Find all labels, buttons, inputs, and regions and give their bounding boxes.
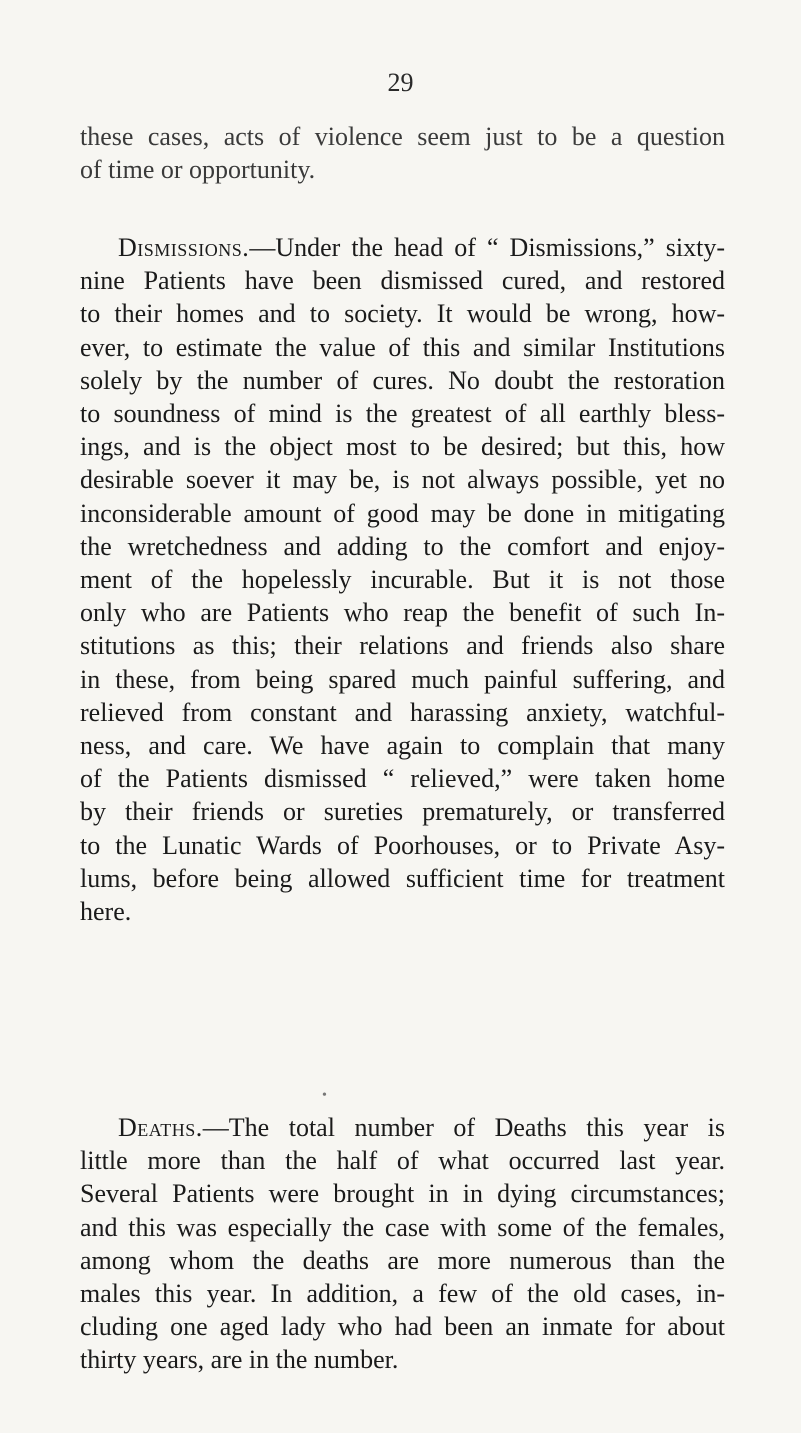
text-line: the wretchedness and adding to the comfort and enjoy- (80, 531, 725, 561)
text-line: solely by the number of cures. No doubt the restoration (80, 365, 725, 395)
text-line: ment of the hopelessly incurable. But it is not those (80, 565, 725, 595)
text-line: cluding one aged lady who had been an inmate for about (80, 1312, 725, 1342)
text-line: Several Patients were brought in in dying circumstances; (80, 1179, 725, 1209)
text-line: thirty years, are in the number. (80, 1345, 399, 1375)
text-line: ness, and care. We have again to complain that many (80, 731, 725, 761)
text-line: little more than the half of what occurred last year. (80, 1146, 725, 1176)
text-line: desirable soever it may be, is not always possible, yet no (80, 465, 725, 495)
text-line-first (80, 1111, 725, 1144)
text-line: among whom the deaths are more numerous than the (80, 1245, 725, 1275)
text-line: to the Lunatic Wards of Poorhouses, or to Private Asy- (80, 830, 725, 860)
paragraph-dismissions (80, 231, 725, 928)
text-line: ever, to estimate the value of this and similar Institutions (80, 332, 725, 362)
text-line: of the Patients dismissed “ relieved,” were taken home (80, 764, 725, 794)
text-line-first (80, 231, 725, 264)
text-line: ings, and is the object most to be desired; but this, how (80, 432, 725, 462)
text-line-rest: —Under the head of “ Dismissions,” sixty- (249, 233, 725, 262)
text-line: of time or opportunity. (80, 155, 316, 185)
text-line: by their friends or sureties prematurely, or transferred (80, 797, 725, 827)
text-line: to soundness of mind is the greatest of all earthly bless- (80, 399, 725, 429)
text-line: these cases, acts of violence seem just to be a question (80, 122, 725, 151)
text-line: inconsiderable amount of good may be done in mitigating (80, 498, 725, 528)
text-line: stitutions as this; their relations and friends also share (80, 631, 725, 661)
text-line: in these, from being spared much painful suffering, and (80, 664, 725, 694)
text-line: lums, before being allowed sufficient time for treatment (80, 863, 725, 893)
text-line: males this year. In addition, a few of the old cases, in- (80, 1279, 725, 1309)
page-number: 29 (387, 68, 414, 97)
text-line: only who are Patients who reap the benefit of such In- (80, 598, 725, 628)
text-line: relieved from constant and harassing anxiety, watchful- (80, 697, 725, 727)
section-heading-deaths: Deaths. (118, 1113, 203, 1142)
text-line-rest: —The total number of Deaths this year is (202, 1113, 725, 1142)
text-line: here. (80, 897, 132, 927)
text-line: to their homes and to society. It would be wrong, how- (80, 299, 725, 329)
text-line: and this was especially the case with some of the females, (80, 1212, 725, 1242)
paragraph-intro (80, 120, 725, 186)
paragraph-deaths (80, 1111, 725, 1377)
text-line: nine Patients have been dismissed cured, and restored (80, 266, 725, 296)
ink-speck: • (322, 1088, 327, 1103)
section-heading-dismissions: Dismissions. (118, 233, 250, 262)
